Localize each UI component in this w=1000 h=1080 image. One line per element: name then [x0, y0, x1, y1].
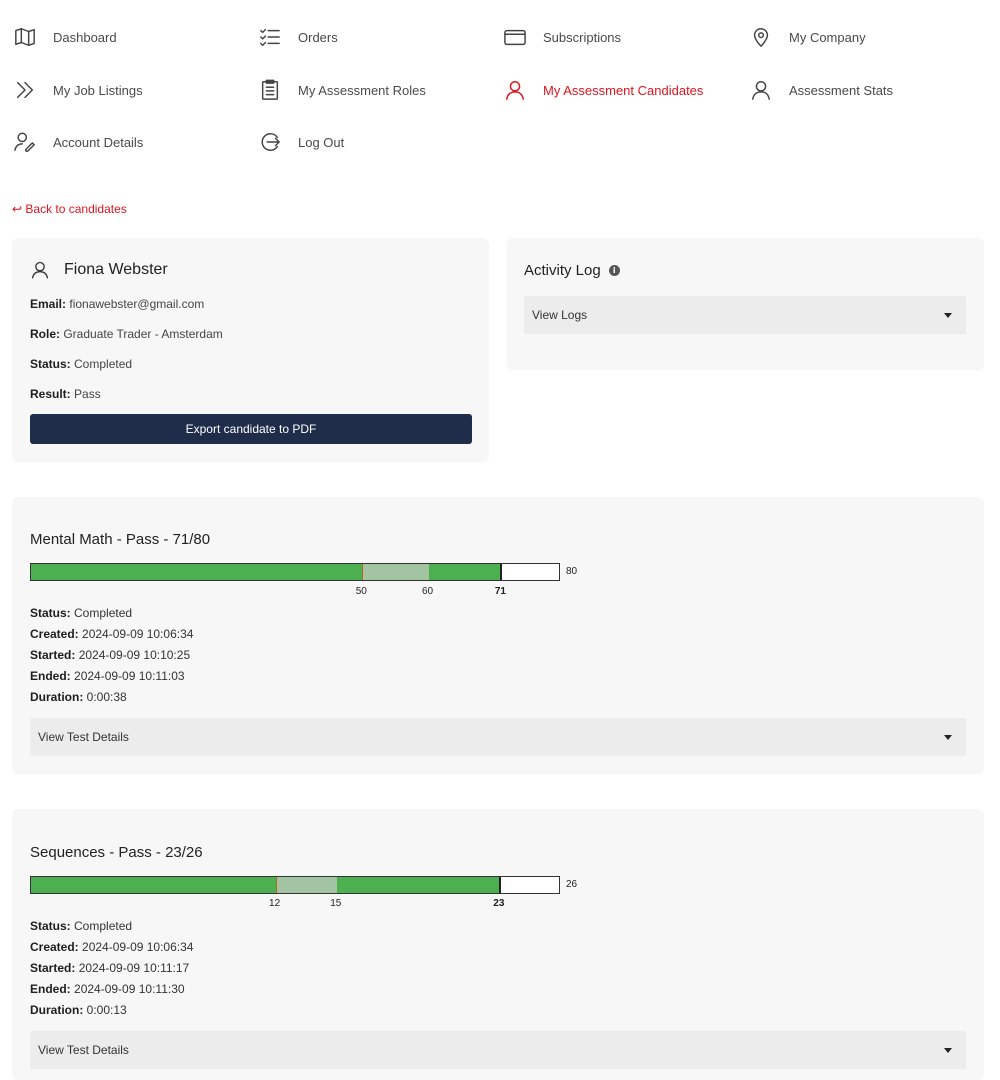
tick-score: 71 [494, 586, 506, 597]
meta-label: Started: [30, 648, 76, 662]
activity-log-title: Activity Log [524, 262, 601, 279]
meta-value: Completed [74, 606, 133, 620]
meta-label: Created: [30, 940, 79, 954]
meta-label: Ended: [30, 982, 71, 996]
candidate-name: Fiona Webster [64, 261, 168, 278]
meta-label: Duration: [30, 690, 84, 704]
nav-label: My Assessment Roles [298, 82, 426, 98]
user-icon [30, 260, 50, 280]
test-started [30, 961, 189, 975]
status-value: Completed [74, 357, 133, 371]
score-bar [30, 563, 560, 581]
meta-value: 2024-09-09 10:10:25 [78, 648, 191, 662]
nav-item-subscriptions[interactable] [504, 25, 621, 49]
tick-score: 23 [493, 898, 505, 909]
candidate-status [30, 357, 132, 371]
score-band [362, 564, 428, 580]
caret-down-icon [944, 735, 952, 740]
candidate-email [30, 297, 204, 311]
meta-label: Duration: [30, 1003, 84, 1017]
test-ended [30, 669, 185, 683]
map-icon [14, 25, 40, 49]
email-label: Email: [30, 297, 67, 311]
meta-value: 2024-09-09 10:11:30 [74, 982, 185, 996]
test-duration [30, 1003, 127, 1017]
view-test-details-dropdown[interactable] [30, 1031, 966, 1069]
score-band [276, 877, 337, 893]
score-fill [31, 564, 501, 580]
double-chevron-right-icon [14, 78, 40, 102]
tick-band-end: 15 [330, 898, 342, 909]
pass-mark-line [362, 564, 363, 580]
test-title: Sequences - Pass - 23/26 [30, 844, 203, 861]
pass-mark-line [276, 877, 277, 893]
nav-item-dashboard[interactable] [14, 25, 117, 49]
nav-label: Subscriptions [543, 29, 622, 45]
score-fill [31, 877, 500, 893]
score-bar [30, 876, 560, 894]
caret-down-icon [944, 313, 952, 318]
tick-pass-mark: 12 [269, 898, 281, 909]
meta-value: 0:00:38 [86, 690, 127, 704]
back-to-candidates-link[interactable]: ↩ Back to candidates [12, 202, 127, 216]
meta-label: Status: [30, 606, 71, 620]
user-edit-icon [14, 130, 40, 154]
checklist-icon [259, 25, 285, 49]
nav-item-assessment-stats[interactable] [750, 78, 893, 102]
nav-item-orders[interactable] [259, 25, 338, 49]
caret-down-icon [944, 1048, 952, 1053]
max-score-label: 26 [566, 879, 578, 890]
export-pdf-button[interactable]: Export candidate to PDF [30, 414, 472, 444]
meta-value: 0:00:13 [86, 1003, 127, 1017]
view-logs-dropdown[interactable] [524, 296, 966, 334]
meta-label: Created: [30, 627, 79, 641]
nav-item-my-job-listings[interactable] [14, 78, 143, 102]
view-test-details-dropdown[interactable] [30, 718, 966, 756]
view-test-details-label: View Test Details [38, 730, 129, 744]
meta-label: Ended: [30, 669, 71, 683]
meta-label: Started: [30, 961, 76, 975]
test-status [30, 919, 132, 933]
status-label: Status: [30, 357, 71, 371]
user-icon [750, 78, 776, 102]
logout-icon [259, 130, 285, 154]
info-icon[interactable]: i [609, 265, 620, 276]
nav-label: Orders [298, 29, 338, 45]
email-value: fionawebster@gmail.com [69, 297, 205, 311]
user-icon [504, 78, 530, 102]
meta-label: Status: [30, 919, 71, 933]
score-end-line [500, 564, 502, 580]
nav-label: Account Details [53, 134, 144, 150]
test-started [30, 648, 190, 662]
tick-pass-mark: 50 [355, 586, 367, 597]
test-created [30, 940, 193, 954]
nav-label: My Company [789, 29, 866, 45]
meta-value: 2024-09-09 10:11:17 [78, 961, 190, 975]
activity-log-card [507, 238, 984, 370]
test-status [30, 606, 132, 620]
nav-item-my-company[interactable] [750, 25, 866, 49]
max-score-label: 80 [566, 566, 578, 577]
test-ended [30, 982, 185, 996]
result-value: Pass [74, 387, 101, 401]
credit-card-icon [504, 25, 530, 49]
result-label: Result: [30, 387, 71, 401]
nav-label: Log Out [298, 134, 345, 150]
tick-band-end: 60 [421, 586, 434, 597]
nav-label: My Assessment Candidates [543, 82, 704, 98]
test-created [30, 627, 193, 641]
role-value: Graduate Trader - Amsterdam [63, 327, 223, 341]
nav-item-my-assessment-roles[interactable] [259, 78, 426, 102]
meta-value: 2024-09-09 10:06:34 [82, 627, 194, 641]
nav-item-account-details[interactable] [14, 130, 143, 154]
activity-log-header [524, 262, 620, 279]
test-title: Mental Math - Pass - 71/80 [30, 531, 211, 548]
candidate-result [30, 387, 101, 401]
test-duration [30, 690, 127, 704]
view-logs-label: View Logs [532, 308, 588, 322]
location-pin-icon [750, 25, 776, 49]
view-test-details-label: View Test Details [38, 1043, 129, 1057]
meta-value: 2024-09-09 10:06:34 [82, 940, 194, 954]
score-end-line [499, 877, 501, 893]
candidate-card [12, 238, 489, 462]
meta-value: 2024-09-09 10:11:03 [74, 669, 185, 683]
nav-item-log-out[interactable] [259, 130, 344, 154]
nav-item-my-assessment-candidates[interactable] [504, 78, 703, 102]
test-card [12, 497, 984, 774]
test-card [12, 809, 984, 1080]
meta-value: Completed [74, 919, 133, 933]
clipboard-icon [259, 78, 285, 102]
candidate-role [30, 327, 223, 341]
nav-label: Dashboard [53, 29, 117, 45]
nav-label: My Job Listings [53, 82, 143, 98]
nav-label: Assessment Stats [789, 82, 894, 98]
role-label: Role: [30, 327, 60, 341]
candidate-header [30, 260, 168, 280]
